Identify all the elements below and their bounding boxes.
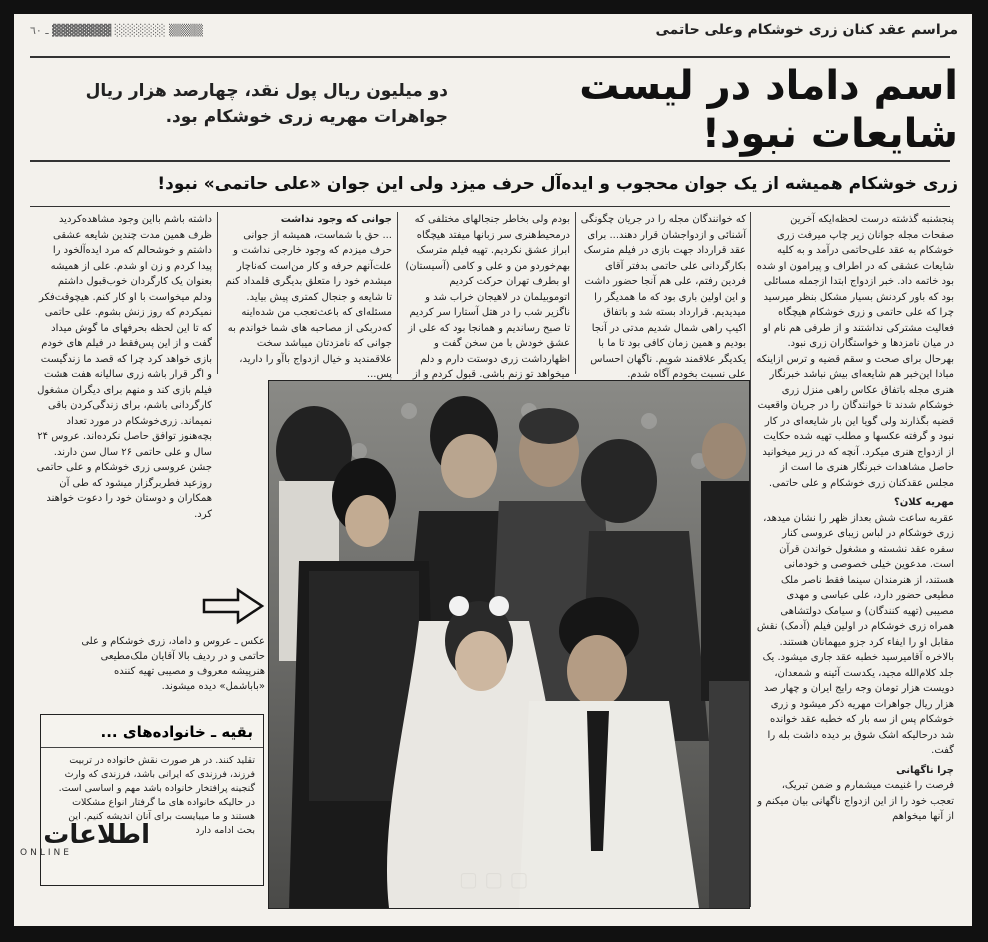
- logo-text-en: ONLINE: [20, 848, 72, 858]
- arrow-right-icon: [200, 588, 266, 624]
- continued-box-body: تقلید کنند. در هر صورت نقش خانواده در تربیت فرزند، فرزندی که ایرانی باشد، فرزندی که وارث گنجینه پرافتخار خانواده باشد مهم و اساسی است. در حالیکه خانواده های ما گرفتار انواع مشکلات هستند و ما میبایست برای آنان اندیشه کنیم. این بحث ادامه دارد: [58, 755, 255, 836]
- headline: اسم داماد در لیست شایعات نبود!: [579, 63, 958, 157]
- column-1-p3: بالاخره آقامیرسید خطبه عقد جاری میشود. یک جلد کلام‌الله مجید، یکدست آئینه و شمعدان، دویست هزار تومان وجه رایج ایران و چهار صد هزار ریال جواهرات مهریه ذکر میشود و زری خوشکام پس از سه بار که خطبه عقد خوانده شد درحالیکه اشک شوق بر دیده داشت بله را گفت.: [762, 652, 954, 756]
- column-1-p4: فرصت را غنیمت میشمارم و ضمن تبریک، تعجب خود را از این ازدواج ناگهانی بیان میکنم و از آنها میخواهم: [757, 780, 954, 822]
- kicker: مراسم عقد کنان زری خوشکام وعلی حاتمی: [655, 22, 958, 38]
- svg-text:▢ ▢ ▢: ▢ ▢ ▢: [459, 867, 529, 891]
- mid-rule: [30, 160, 950, 162]
- photo-caption: عکس ـ عروس و داماد، زری خوشکام و علی حاتمی و در ردیف بالا آقایان ملک‌مطیعی هنرپیشه معروف و مصیبی تهیه کننده «باباشمل» دیده میشوند.: [81, 636, 265, 692]
- wedding-photo-illustration: [269, 381, 749, 908]
- col-divider-3: [397, 212, 398, 374]
- top-rule: [30, 56, 950, 58]
- column-4: [222, 212, 392, 380]
- logo-text-fa: اطلاعات: [43, 820, 150, 850]
- column-3: [402, 212, 570, 380]
- column-3-text: بودم ولی بخاطر جنجالهای مختلفی که درمحیط‌هنری سر زبانها میفتد هیچگاه ابراز عشق نکردیم. تهیه فیلم مترسک بهم‌خوردو من و علی و کامی (آسیستان) او بطرف تهران حرکت کردیم اتوموبیلمان در لاهیجان خراب شد و ناگزیر شب را در هتل آستارا سر کردیم تا صبح رساندیم و همانجا بود که علی از عشق خودش با من سخن گفت و اظهارداشت زری دوستت دارم و دلم میخواهد تو زنم باشی. قبول کردم و از: [405, 214, 570, 380]
- column-1-subhead-1: مهریه کلان؟: [893, 497, 954, 508]
- column-5-text: داشته باشم بااین وجود مشاهده‌کردید ظرف همین مدت چندین شایعه عشقی داشتم و خوشحالم که مرد ایده‌آلخود را پیدا کردم و زن او شدم. علی از همیشه بعنوان یک کارگردان خوب‌قبول داشتم ودلم میخواست با او کار کنم. هیچوقت‌فکر نمیکردم که روز زنش بشوم. علی حاتمی که تا این لحظه بحرفهای ما گوش میداد گفت و از این پس‌فقط در فیلم های خودم بازی خواهد کرد چرا که قصد ما زندگیست و اگر قرار باشه زری سالیانه هفت هشت فیلم بازی کند و منهم برای دیگران مشغول کارگردانی باشم، برای زندگی‌کردن باقی نمیماند. زری‌خوشکام در مورد تعداد بچه‌هنوز توافق حاصل نکرده‌اند. عروس ۲۴ سال و علی حاتمی ۲۶ سال سن دارند. جشن عروسی زری خوشکام و علی حاتمی روزعید فطربرگزار میشود که طی آن همکاران و دوستان خود را دعوت خواهند کرد.: [36, 214, 212, 520]
- continued-box-title: بقیه ـ خانواده‌های ...: [41, 715, 263, 748]
- col-divider-4: [217, 212, 218, 374]
- column-4-subhead: جوانی که وجود نداشت: [280, 214, 392, 225]
- column-5: [36, 212, 212, 582]
- column-2: [580, 212, 746, 380]
- cross-rule: [30, 206, 950, 207]
- cross-header: زری خوشکام همیشه از یک جوان محجوب و ایده‌آل حرف میزد ولی این جوان «علی حاتمی» نبود!: [157, 174, 958, 194]
- tl-page-marker: ـ ٦٠ ▓▓▓▓▓▓▓ ░░░░░░ ▒▒▒▒: [30, 24, 203, 37]
- column-1-p2: عقربه ساعت شش بعداز ظهر را نشان میدهد، زری خوشکام در لباس زیبای عروسی کنار سفره عقد نشسته و مشغول خواندن قرآن است. مدعوین خیلی خصوصی و خودمانی هستند، از هنرمندان سینما فقط ناصر ملک مطیعی حضور دارد، علی عباسی و مهدی مصیبی (تهیه کنندگان) و سیامک دولتشاهی همراه زری خوشکام در اولین فیلم (آدمک) نقش مقابل او را ایفاء کرد جزو میهمانان هستند.: [756, 512, 954, 648]
- column-1-subhead-2: چرا ناگهانی: [896, 764, 954, 776]
- col-divider-1: [750, 212, 751, 907]
- column-2-text: که خوانندگان مجله را در جریان چگونگی آشنائی و ازدواجشان قرار دهند... برای عقد قرارداد جهت بازی در فیلم مترسک بکارگردانی علی حاتمی بدفتر آقای فردین رفتم، علی هم آنجا حضور داشت و این اولین باری بود که ما همدیگر را میدیدیم. قرارداد بسته شد و باتفاق اکیپ راهی شمال شدیم مدتی در آنجا بودیم و همین زمان کافی بود تا ما با یکدیگر علاقمند شویم. ناگهان احساس علی نسبت بخودم آگاه شدم.: [580, 214, 746, 380]
- watermark-logo: [20, 820, 150, 884]
- column-1-p1: پنجشنبه گذشته درست لحظه‌ایکه آخرین صفحات مجله جوانان زیر چاپ میرفت زری خوشکام به عقد علی‌حاتمی درآمد و به کلیه شایعات عشقی که در اطراف و پیرامون او شده بود خاتمه داد. خبر ازدواج ابتدا ازجمله مسائلی بود که باور کردنش بسیار مشکل بنظر میرسید چرا که علی حاتمی و زری خوشکام هیچگاه فعالیت مشترکی نداشتند و از طرفی هم نام او در میان نامزدها و خواستگاران زری نبود. بهرحال برای صحت و سقم قضیه و ترس ازاینکه مبادا این‌خبر هم شایعه‌ای بیش نباشد خبرنگار هنری مجله باتفاق عکاس راهی منزل زری خوشکام شدند تا خوانندگان را در جریان واقعیت قضیه بگذارند ولی گویا این بار شایعه‌ای در کار نبود و گرفته عکسها و مطلب تهیه شده حکایت از ازدواج هنری میکرد. آنچه که در زیر میخوانید حاصل مشاهدات خبرنگار هنری ما است از مجلس عقدکنان زری خوشکام و علی حاتمی.: [756, 214, 954, 489]
- wedding-photo: [268, 380, 750, 909]
- column-1: [756, 212, 954, 912]
- subdeck: دو میلیون ریال پول نقد، چهارصد هزار ریال جواهرات مهریه زری خوشکام بود.: [85, 81, 448, 128]
- col-divider-2: [575, 212, 576, 374]
- column-4-text: ... حق با شماست، همیشه از جوانی حرف میزدم که وجود خارجی نداشت و علت‌آنهم حرفه و کار من‌است که‌ناچار میشدم خود را متعلق بدیگری قلمداد کنم تا شایعه و جنجال کمتری پیش بیاید. مسئله‌ای که باعث‌تعجب من شده‌اینه که‌دربکی از مصاحبه های شما خواندم به جوانی که نامزدتان میباشد سخت علاقمندید و خیال ازدواج باآو را دارید، پس...: [225, 229, 392, 380]
